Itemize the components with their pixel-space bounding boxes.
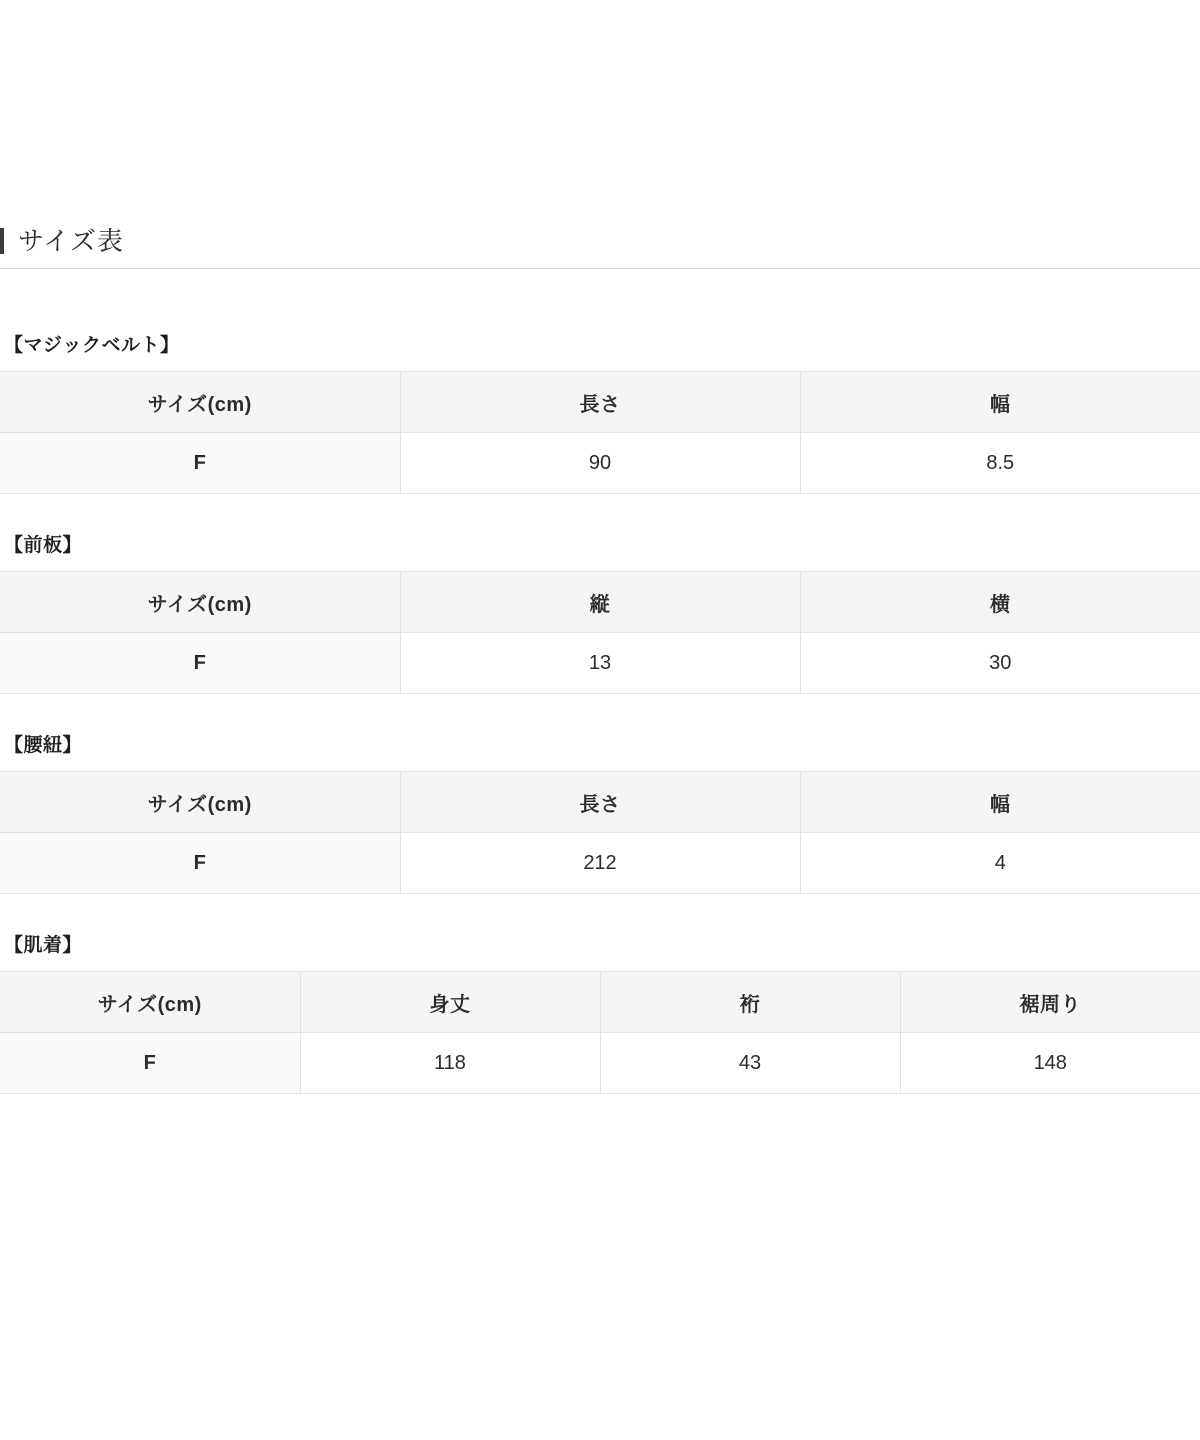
size-table: [0, 771, 1200, 894]
column-header: 長さ: [400, 372, 800, 433]
size-table: [0, 371, 1200, 494]
block-title: 【前板】: [4, 535, 83, 556]
measurement-cell: 148: [900, 1033, 1200, 1094]
column-header: 横: [800, 572, 1200, 633]
table-header-row: [0, 572, 1200, 633]
table-row: [0, 633, 1200, 694]
measurement-cell: 13: [400, 633, 800, 694]
section-header: [0, 228, 1200, 269]
measurement-cell: 90: [400, 433, 800, 494]
size-table-blocks: [0, 330, 1200, 1094]
measurement-cell: 118: [300, 1033, 600, 1094]
size-table-block: [0, 530, 1200, 694]
size-table: [0, 571, 1200, 694]
size-label-cell: F: [0, 433, 400, 494]
table-row: [0, 1033, 1200, 1094]
page-title: サイズ表: [18, 226, 124, 256]
measurement-cell: 8.5: [800, 433, 1200, 494]
measurement-cell: 212: [400, 833, 800, 894]
size-label-cell: F: [0, 633, 400, 694]
measurement-cell: 43: [600, 1033, 900, 1094]
size-label-cell: F: [0, 833, 400, 894]
column-header: サイズ(cm): [0, 972, 300, 1033]
column-header: 幅: [800, 372, 1200, 433]
block-title: 【マジックベルト】: [4, 335, 180, 356]
size-table: [0, 971, 1200, 1094]
size-table-block: [0, 330, 1200, 494]
column-header: 身丈: [300, 972, 600, 1033]
column-header: サイズ(cm): [0, 572, 400, 633]
column-header: サイズ(cm): [0, 372, 400, 433]
size-table-block: [0, 730, 1200, 894]
column-header: 幅: [800, 772, 1200, 833]
column-header: サイズ(cm): [0, 772, 400, 833]
size-label-cell: F: [0, 1033, 300, 1094]
measurement-cell: 30: [800, 633, 1200, 694]
measurement-cell: 4: [800, 833, 1200, 894]
accent-bar-icon: [0, 228, 4, 254]
column-header: 裾周り: [900, 972, 1200, 1033]
block-title: 【腰紐】: [4, 735, 83, 756]
size-table-block: [0, 930, 1200, 1094]
column-header: 裄: [600, 972, 900, 1033]
table-header-row: [0, 772, 1200, 833]
column-header: 長さ: [400, 772, 800, 833]
block-title: 【肌着】: [4, 935, 83, 956]
table-row: [0, 833, 1200, 894]
table-row: [0, 433, 1200, 494]
column-header: 縦: [400, 572, 800, 633]
table-header-row: [0, 972, 1200, 1033]
table-header-row: [0, 372, 1200, 433]
